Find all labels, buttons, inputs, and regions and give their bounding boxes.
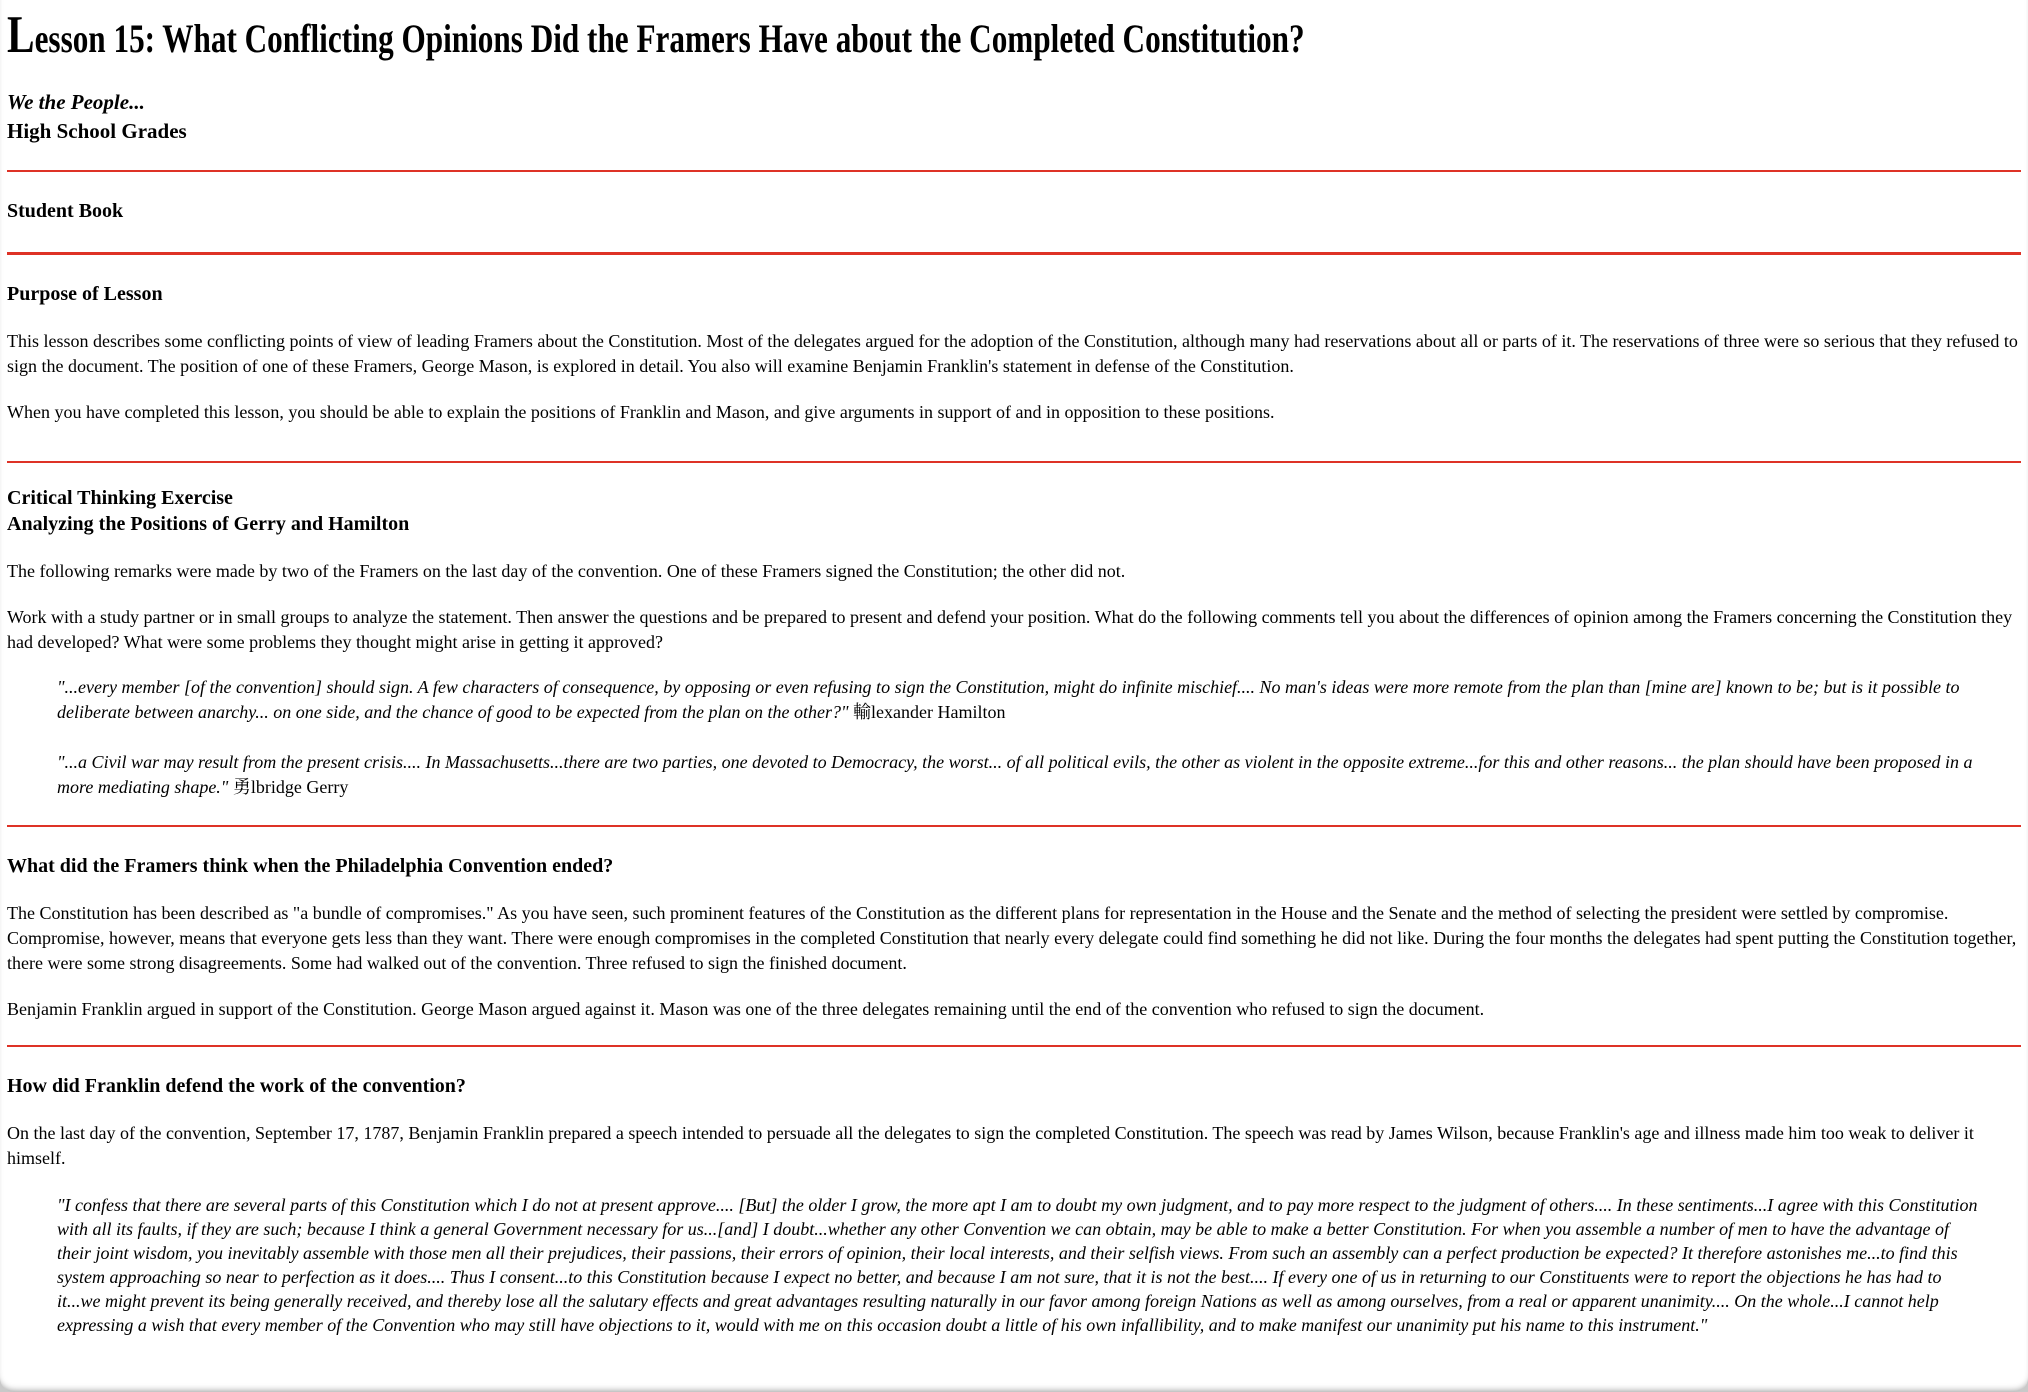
gerry-quote-text: "...a Civil war may result from the present crisis.... In Massachusetts...there are two parties, one devoted to Democracy, the worst... of all political evils, the other as violent in the opposite extreme...for this and other reasons... the plan should have been proposed in a more mediating shape." <box>57 752 1973 797</box>
critical-exercise-heading-line1: Critical Thinking Exercise <box>7 487 233 509</box>
framers-think-paragraph-1: The Constitution has been described as "a bundle of compromises." As you have seen, such prominent features of the Constitution as the different plans for representation in the House and the Senate and the method of selecting the president were settled by compromise. Compromise, however, means that everyone gets less than they want. There were enough compromises in the completed Constitution that nearly every delegate could find something he did not like. During the four months the delegates had spent putting the Constitution together, there were some strong disagreements. Some had walked out of the convention. Three refused to sign the finished document. <box>7 903 2017 973</box>
section-heading-franklin-defense: How did Franklin defend the work of the convention? <box>7 1075 466 1097</box>
lesson-title: Lesson 15: What Conflicting Opinions Did the Framers Have about the Completed Constitution? <box>7 6 1305 64</box>
section-heading-critical-exercise <box>7 485 2021 537</box>
critical-exercise-paragraph-1: The following remarks were made by two of the Framers on the last day of the convention. One of these Framers signed the Constitution; the other did not. <box>7 561 1126 581</box>
section-heading-framers-think: What did the Framers think when the Philadelphia Convention ended? <box>7 855 614 877</box>
rule-divider <box>7 252 2021 255</box>
book-label: Student Book <box>7 200 124 222</box>
franklin-quote <box>57 1193 1981 1337</box>
series-block <box>7 88 2021 146</box>
hamilton-attribution: 輸lexander Hamilton <box>853 702 1006 722</box>
lesson-document <box>0 6 2028 1337</box>
purpose-paragraph-1: This lesson describes some conflicting points of view of leading Framers about the Constitution. Most of the delegates argued for the adoption of the Constitution, although many had reservations about all or parts of it. The reservations of three were so serious that they refused to sign the document. The position of one of these Framers, George Mason, is explored in detail. You also will examine Benjamin Franklin's statement in defense of the Constitution. <box>7 331 2018 376</box>
series-title: We the People... <box>7 90 145 114</box>
framers-think-paragraph-2: Benjamin Franklin argued in support of the Constitution. George Mason argued against it. Mason was one of the three delegates remaining until the end of the convention who refused to sign the document. <box>7 999 1485 1019</box>
critical-exercise-paragraph-2: Work with a study partner or in small groups to analyze the statement. Then answer the questions and be prepared to present and defend your position. What do the following comments tell you about the differences of opinion among the Framers concerning the Constitution they had developed? What were some problems they thought might arise in getting it approved? <box>7 607 2013 652</box>
section-heading-purpose: Purpose of Lesson <box>7 283 163 305</box>
gerry-attribution: 勇lbridge Gerry <box>232 777 349 797</box>
hamilton-quote <box>57 675 1981 725</box>
franklin-defense-paragraph-1: On the last day of the convention, September 17, 1787, Benjamin Franklin prepared a speech intended to persuade all the delegates to sign the completed Constitution. The speech was read by James Wilson, because Franklin's age and illness made him too weak to deliver it himself. <box>7 1123 1974 1168</box>
rule-divider <box>7 825 2021 827</box>
rule-divider <box>7 170 2021 172</box>
franklin-quote-text: "I confess that there are several parts of this Constitution which I do not at present approve.... [But] the older I grow, the more apt I am to doubt my own judgment, and to pay more respect to the judgment of others.... In these sentiments...I agree with this Constitution with all its faults, if they are such; because I think a general Government necessary for us...[and] I doubt...whether any other Convention we can obtain, may be able to make a better Constitution. For when you assemble a number of men to have the advantage of their joint wisdom, you inevitably assemble with those men all their prejudices, their passions, their errors of opinion, their local interests, and their selfish views. From such an assembly can a perfect production be expected? It therefore astonishes me...to find this system approaching so near to perfection as it does.... Thus I consent...to this Constitution because I expect no better, and because I am not sure, that it is not the best.... If every one of us in returning to our Constituents were to report the objections he has had to it...we might prevent its being generally received, and thereby lose all the salutary effects and great advantages resulting naturally in our favor among foreign Nations as well as among ourselves, from a real or apparent unanimity.... On the whole...I cannot help expressing a wish that every member of the Convention who may still have objections to it, would with me on this occasion doubt a little of his own infallibility, and to make manifest our unanimity put his name to this instrument." <box>57 1195 1978 1335</box>
gerry-quote <box>57 750 1981 800</box>
critical-exercise-heading-line2: Analyzing the Positions of Gerry and Hamilton <box>7 513 410 535</box>
hamilton-quote-text: "...every member [of the convention] should sign. A few characters of consequence, by opposing or even refusing to sign the Constitution, might do infinite mischief.... No man's ideas were more remote from the plan than [mine are] known to be; but is it possible to deliberate between anarchy... on one side, and the chance of good to be expected from the plan on the other?" <box>57 677 1960 722</box>
purpose-paragraph-2: When you have completed this lesson, you should be able to explain the positions of Franklin and Mason, and give arguments in support of and in opposition to these positions. <box>7 402 1275 422</box>
rule-divider <box>7 461 2021 463</box>
grade-level: High School Grades <box>7 119 187 143</box>
rule-divider <box>7 1045 2021 1047</box>
